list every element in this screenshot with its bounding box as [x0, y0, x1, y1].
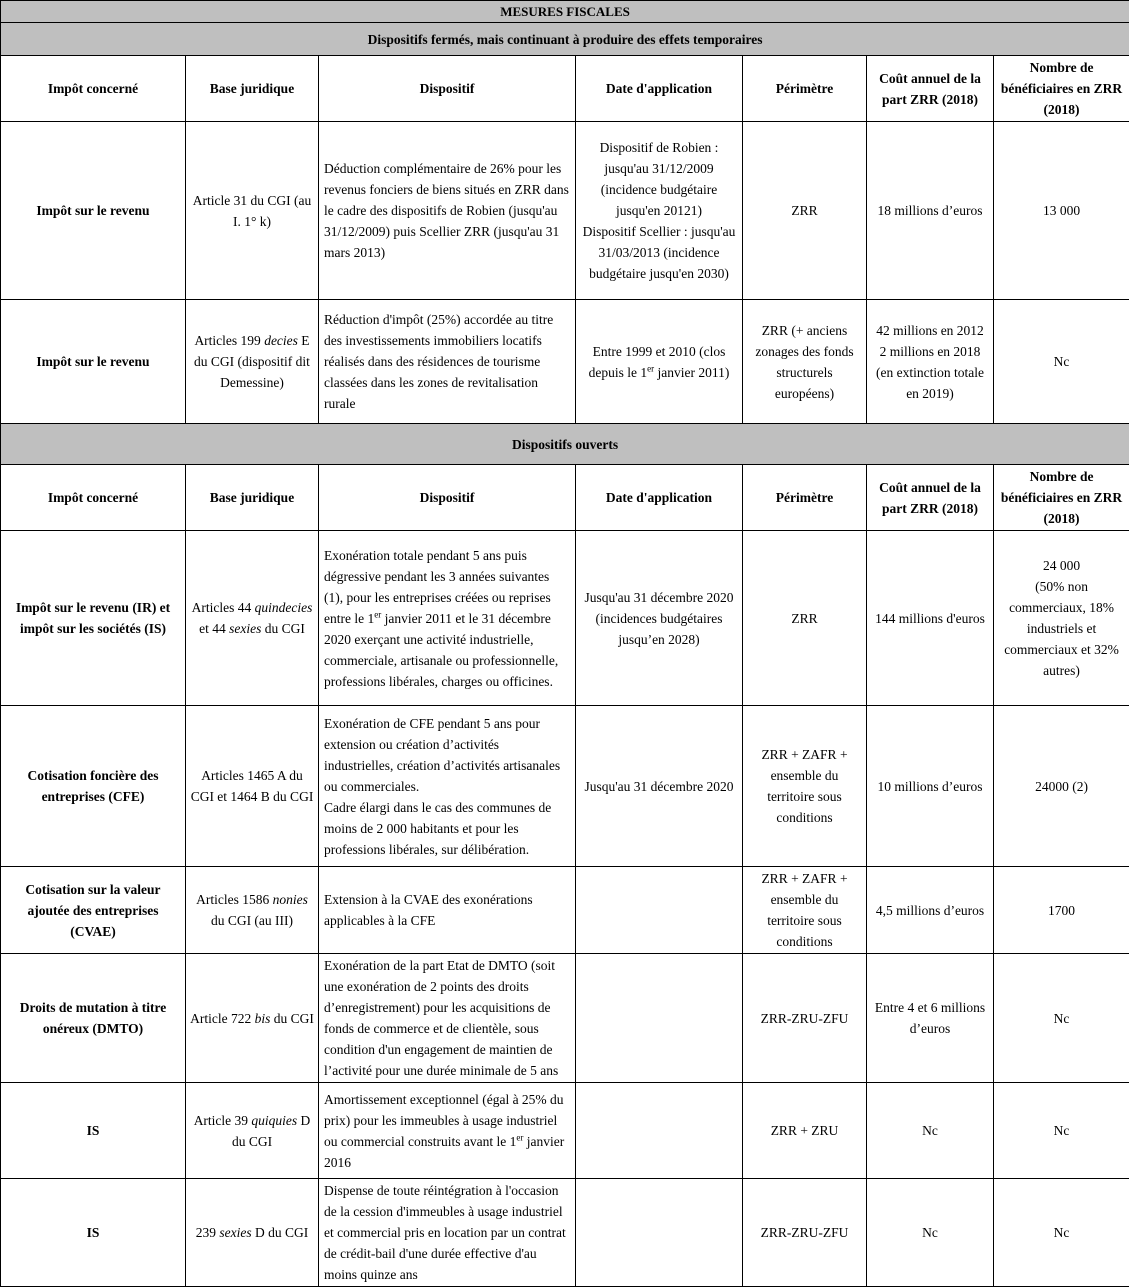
cell-beneficiaires: 24000 (2) [994, 706, 1129, 867]
cell-dispositif: Exonération de la part Etat de DMTO (soit une exonération de 2 points des droits d’enregistrement) pour les acquisitions de fonds de commerce et de clientèle, sous condition d'un engagement de maintien de l’activité pour une durée minimale de 5 ans [319, 954, 576, 1083]
column-header-perimetre: Périmètre [743, 56, 867, 122]
cell-beneficiaires: Nc [994, 954, 1129, 1083]
cell-impot: Impôt sur le revenu (IR) et impôt sur les sociétés (IS) [1, 531, 186, 706]
cell-beneficiaires: Nc [994, 300, 1129, 424]
column-header-beneficiaires: Nombre de bénéficiaires en ZRR (2018) [994, 56, 1129, 122]
table-row [1, 954, 1129, 1083]
cell-beneficiaires: 24 000 (50% non commerciaux, 18% industriels et commerciaux et 32% autres) [994, 531, 1129, 706]
column-header-impot: Impôt concerné [1, 465, 186, 531]
cell-perimetre: ZRR-ZRU-ZFU [743, 954, 867, 1083]
cell-base: Articles 44 quindecies et 44 sexies du CGI [186, 531, 319, 706]
cell-dispositif: Exonération totale pendant 5 ans puis dégressive pendant les 3 années suivantes (1), pour les entreprises créées ou reprises entre le 1er janvier 2011 et le 31 décembre 2020 exerçant une activité industrielle, commerciale, artisanale ou professionnelle, professions libérales, charges ou officines. [319, 531, 576, 706]
table-row [1, 867, 1129, 954]
section-header-row [1, 424, 1129, 465]
cell-cout: Nc [867, 1179, 994, 1287]
cell-cout: 4,5 millions d’euros [867, 867, 994, 954]
cell-impot: Impôt sur le revenu [1, 300, 186, 424]
cell-cout: Entre 4 et 6 millions d’euros [867, 954, 994, 1083]
cell-dispositif: Déduction complémentaire de 26% pour les revenus fonciers de biens situés en ZRR dans le cadre des dispositifs de Robien (jusqu'au 31/12/2009) puis Scellier ZRR (jusqu'au 31 mars 2013) [319, 122, 576, 300]
cell-date [576, 1179, 743, 1287]
cell-cout: 144 millions d'euros [867, 531, 994, 706]
table-row [1, 300, 1129, 424]
column-header-dispositif: Dispositif [319, 465, 576, 531]
table-row [1, 1083, 1129, 1179]
cell-perimetre: ZRR-ZRU-ZFU [743, 1179, 867, 1287]
cell-date: Jusqu'au 31 décembre 2020 (incidences budgétaires jusqu’en 2028) [576, 531, 743, 706]
cell-date [576, 1083, 743, 1179]
cell-cout: 18 millions d’euros [867, 122, 994, 300]
table-row [1, 706, 1129, 867]
column-header-base: Base juridique [186, 465, 319, 531]
cell-base: Article 31 du CGI (au I. 1° k) [186, 122, 319, 300]
cell-dispositif: Dispense de toute réintégration à l'occasion de la cession d'immeubles à usage industriel et commercial pris en location par un contrat de crédit-bail d'une durée effective d'au moins quinze ans [319, 1179, 576, 1287]
cell-impot: Impôt sur le revenu [1, 122, 186, 300]
table-title-row [1, 1, 1129, 23]
cell-beneficiaires: 1700 [994, 867, 1129, 954]
cell-base: Articles 1586 nonies du CGI (au III) [186, 867, 319, 954]
cell-dispositif: Réduction d'impôt (25%) accordée au titre des investissements immobiliers locatifs réalisés dans des résidences de tourisme classées dans les zones de revitalisation rurale [319, 300, 576, 424]
column-header-dispositif: Dispositif [319, 56, 576, 122]
column-header-cout: Coût annuel de la part ZRR (2018) [867, 465, 994, 531]
cell-impot: IS [1, 1083, 186, 1179]
cell-date: Dispositif de Robien : jusqu'au 31/12/2009 (incidence budgétaire jusqu'en 20121) Dispositif Scellier : jusqu'au 31/03/2013 (incidence budgétaire jusqu'en 2030) [576, 122, 743, 300]
section-header: Dispositifs ouverts [1, 424, 1129, 465]
cell-base: Article 39 quiquies D du CGI [186, 1083, 319, 1179]
cell-date: Entre 1999 et 2010 (clos depuis le 1er janvier 2011) [576, 300, 743, 424]
cell-beneficiaires: Nc [994, 1083, 1129, 1179]
table-row [1, 1179, 1129, 1287]
cell-dispositif: Extension à la CVAE des exonérations applicables à la CFE [319, 867, 576, 954]
cell-cout: 10 millions d’euros [867, 706, 994, 867]
cell-perimetre: ZRR [743, 531, 867, 706]
cell-base: Article 722 bis du CGI [186, 954, 319, 1083]
cell-date [576, 867, 743, 954]
column-header-date: Date d'application [576, 56, 743, 122]
section-header-row [1, 23, 1129, 56]
cell-perimetre: ZRR (+ anciens zonages des fonds structurels européens) [743, 300, 867, 424]
column-header-cout: Coût annuel de la part ZRR (2018) [867, 56, 994, 122]
cell-date: Jusqu'au 31 décembre 2020 [576, 706, 743, 867]
column-header-perimetre: Périmètre [743, 465, 867, 531]
column-header-impot: Impôt concerné [1, 56, 186, 122]
cell-date [576, 954, 743, 1083]
cell-impot: IS [1, 1179, 186, 1287]
cell-dispositif: Exonération de CFE pendant 5 ans pour extension ou création d’activités industrielles, création d’activités artisanales ou commerciales. Cadre élargi dans le cas des communes de moins de 2 000 habitants et pour les professions libérales, sur délibération. [319, 706, 576, 867]
cell-perimetre: ZRR [743, 122, 867, 300]
cell-base: 239 sexies D du CGI [186, 1179, 319, 1287]
cell-impot: Cotisation sur la valeur ajoutée des entreprises (CVAE) [1, 867, 186, 954]
column-header-base: Base juridique [186, 56, 319, 122]
cell-impot: Droits de mutation à titre onéreux (DMTO) [1, 954, 186, 1083]
cell-perimetre: ZRR + ZRU [743, 1083, 867, 1179]
column-header-date: Date d'application [576, 465, 743, 531]
cell-base: Articles 1465 A du CGI et 1464 B du CGI [186, 706, 319, 867]
column-header-beneficiaires: Nombre de bénéficiaires en ZRR (2018) [994, 465, 1129, 531]
cell-base: Articles 199 decies E du CGI (dispositif dit Demessine) [186, 300, 319, 424]
cell-beneficiaires: Nc [994, 1179, 1129, 1287]
section-header: Dispositifs fermés, mais continuant à produire des effets temporaires [1, 23, 1129, 56]
cell-perimetre: ZRR + ZAFR + ensemble du territoire sous conditions [743, 867, 867, 954]
table-row [1, 122, 1129, 300]
cell-cout: 42 millions en 2012 2 millions en 2018 (en extinction totale en 2019) [867, 300, 994, 424]
cell-cout: Nc [867, 1083, 994, 1179]
cell-perimetre: ZRR + ZAFR + ensemble du territoire sous conditions [743, 706, 867, 867]
table-row [1, 531, 1129, 706]
column-header-row [1, 56, 1129, 122]
page-title: MESURES FISCALES [1, 1, 1129, 23]
cell-impot: Cotisation foncière des entreprises (CFE) [1, 706, 186, 867]
cell-dispositif: Amortissement exceptionnel (égal à 25% du prix) pour les immeubles à usage industriel ou commercial construits avant le 1er janvier 2016 [319, 1083, 576, 1179]
cell-beneficiaires: 13 000 [994, 122, 1129, 300]
column-header-row [1, 465, 1129, 531]
